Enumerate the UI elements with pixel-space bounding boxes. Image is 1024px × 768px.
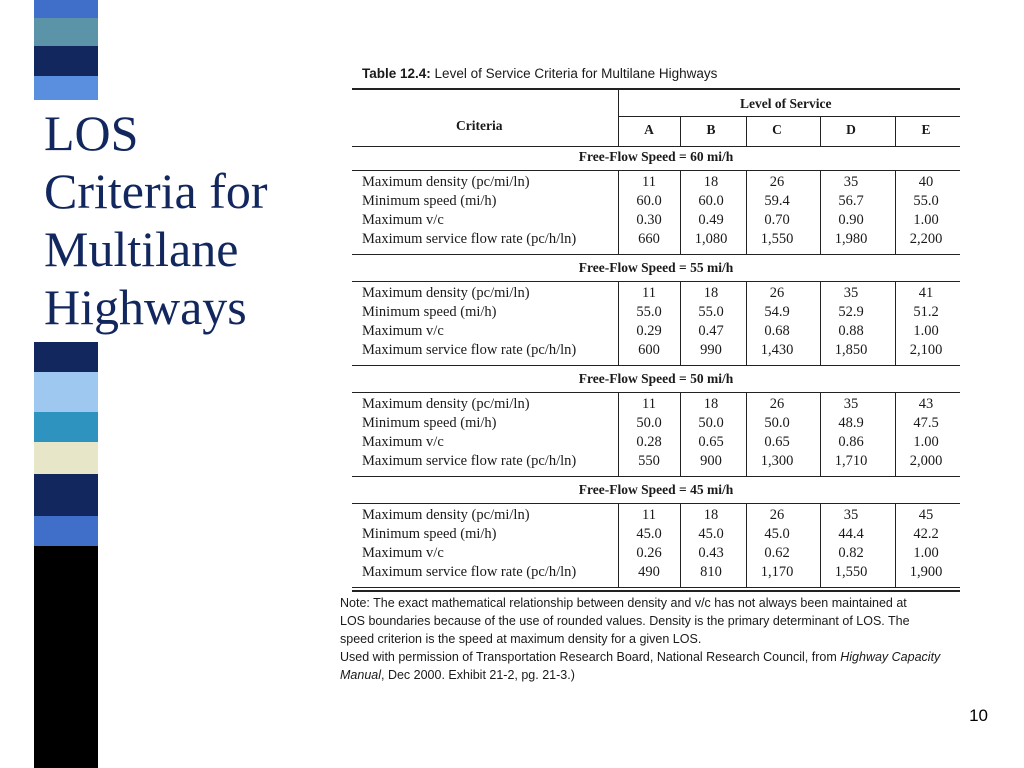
table-cell-value: 11 xyxy=(642,174,656,190)
table-cell-value: 35 xyxy=(843,507,859,523)
criteria-label: Maximum v/c xyxy=(362,323,444,339)
criteria-label: Maximum service flow rate (pc/h/ln) xyxy=(362,231,577,247)
table-cell-value: 55.0 xyxy=(636,304,662,320)
table-cell-value: 1,980 xyxy=(834,231,868,247)
source-line xyxy=(340,666,965,684)
note-line: LOS boundaries because of the use of rounded values. Density is the primary determinant of LOS. The xyxy=(340,614,910,628)
table-cell-value: 26 xyxy=(769,285,785,301)
table-cell-value: 990 xyxy=(700,342,722,358)
table-rule xyxy=(352,281,960,282)
table-cell-value: 0.62 xyxy=(764,545,790,561)
stripe-segment xyxy=(34,474,98,516)
table-cell-value: 18 xyxy=(703,174,719,190)
table-cell-value: 51.2 xyxy=(913,304,939,320)
table-cell-value: 26 xyxy=(769,396,785,412)
table-cell-value: 47.5 xyxy=(913,415,939,431)
table-cell-value: 50.0 xyxy=(764,415,790,431)
criteria-label: Maximum service flow rate (pc/h/ln) xyxy=(362,453,577,469)
stripe-segment xyxy=(34,516,98,546)
table-cell-value: 45 xyxy=(918,507,934,523)
table-cell-value: 810 xyxy=(700,564,722,580)
table-rule xyxy=(352,88,960,90)
table-caption xyxy=(362,66,717,81)
table-cell-value: 45.0 xyxy=(636,526,662,542)
table-cell-value: 2,100 xyxy=(909,342,943,358)
table-cell-value: 1,550 xyxy=(834,564,868,580)
table-cell-value: 43 xyxy=(918,396,934,412)
table-cell-value: 55.0 xyxy=(698,304,724,320)
table-rule xyxy=(680,116,681,146)
table-cell-value: 11 xyxy=(642,396,656,412)
criteria-header: Criteria xyxy=(456,118,503,133)
table-rule xyxy=(352,476,960,477)
note-line: Note: The exact mathematical relationship between density and v/c has not always been maintained at xyxy=(340,596,907,610)
table-cell-value: 0.65 xyxy=(764,434,790,450)
los-header: Level of Service xyxy=(740,96,832,111)
table-cell-value: 0.68 xyxy=(764,323,790,339)
table-cell-value: 0.65 xyxy=(698,434,724,450)
stripe-segment xyxy=(34,442,98,474)
table-cell-value: 0.30 xyxy=(636,212,662,228)
table-cell-value: 54.9 xyxy=(764,304,790,320)
table-rule xyxy=(352,365,960,366)
los-criteria-table xyxy=(340,62,965,687)
los-column-header: E xyxy=(921,122,931,137)
table-cell-value: 1,300 xyxy=(760,453,794,469)
criteria-label: Maximum density (pc/mi/ln) xyxy=(362,285,530,301)
table-cell-value: 0.47 xyxy=(698,323,724,339)
table-cell-value: 44.4 xyxy=(838,526,864,542)
table-cell-value: 11 xyxy=(642,507,656,523)
table-cell-value: 50.0 xyxy=(698,415,724,431)
table-cell-value: 18 xyxy=(703,396,719,412)
table-cell-value: 1,430 xyxy=(760,342,794,358)
source-line xyxy=(340,648,965,666)
table-cell-value: 0.29 xyxy=(636,323,662,339)
table-cell-value: 42.2 xyxy=(913,526,939,542)
table-rule xyxy=(352,392,960,393)
table-cell-value: 1,710 xyxy=(834,453,868,469)
source-title: Highway Capacity xyxy=(840,650,941,664)
table-note xyxy=(340,594,965,684)
title-line: Criteria for xyxy=(44,163,268,219)
table-cell-value: 0.43 xyxy=(698,545,724,561)
table-cell-value: 0.82 xyxy=(838,545,864,561)
table-cell-value: 490 xyxy=(638,564,660,580)
table-cell-value: 0.70 xyxy=(764,212,790,228)
criteria-label: Maximum density (pc/mi/ln) xyxy=(362,396,530,412)
stripe-segment xyxy=(34,372,98,412)
table-cell-value: 1.00 xyxy=(913,323,939,339)
table-cell-value: 600 xyxy=(638,342,660,358)
table-caption-text: Level of Service Criteria for Multilane Highways xyxy=(434,66,718,81)
table-cell-value: 26 xyxy=(769,507,785,523)
table-cell-value: 900 xyxy=(700,453,722,469)
table-cell-value: 50.0 xyxy=(636,415,662,431)
table-cell-value: 45.0 xyxy=(698,526,724,542)
table-cell-value: 550 xyxy=(638,453,660,469)
los-column-header: A xyxy=(644,122,654,137)
criteria-label: Maximum service flow rate (pc/h/ln) xyxy=(362,564,577,580)
table-cell-value: 0.90 xyxy=(838,212,864,228)
table-cell-value: 0.28 xyxy=(636,434,662,450)
table-rule xyxy=(352,146,960,147)
table-rule xyxy=(820,116,821,146)
table-cell-value: 59.4 xyxy=(764,193,790,209)
table-caption-label: Table 12.4: xyxy=(362,66,431,81)
table-cell-value: 1.00 xyxy=(913,212,939,228)
table-cell-value: 52.9 xyxy=(838,304,864,320)
table-rule xyxy=(352,587,960,588)
table-cell-value: 2,200 xyxy=(909,231,943,247)
table-rule xyxy=(895,116,896,146)
table-rule xyxy=(618,88,619,146)
stripe-segment xyxy=(34,546,98,768)
table-cell-value: 1,900 xyxy=(909,564,943,580)
table-rule xyxy=(746,116,747,146)
los-column-header: C xyxy=(772,122,782,137)
table-rule xyxy=(618,116,960,117)
criteria-label: Maximum v/c xyxy=(362,434,444,450)
free-flow-speed-label: Free-Flow Speed = 55 mi/h xyxy=(578,260,734,275)
table-cell-value: 48.9 xyxy=(838,415,864,431)
table-cell-value: 35 xyxy=(843,396,859,412)
source-title: Manual xyxy=(340,668,381,682)
table-cell-value: 1,080 xyxy=(694,231,728,247)
table-rule xyxy=(352,590,960,592)
los-column-header: D xyxy=(846,122,856,137)
criteria-label: Maximum density (pc/mi/ln) xyxy=(362,507,530,523)
table-cell-value: 1,550 xyxy=(760,231,794,247)
free-flow-speed-label: Free-Flow Speed = 60 mi/h xyxy=(578,149,734,164)
table-cell-value: 0.86 xyxy=(838,434,864,450)
table-cell-value: 26 xyxy=(769,174,785,190)
table-cell-value: 0.88 xyxy=(838,323,864,339)
table-cell-value: 35 xyxy=(843,285,859,301)
note-line: speed criterion is the speed at maximum density for a given LOS. xyxy=(340,632,702,646)
criteria-label: Maximum service flow rate (pc/h/ln) xyxy=(362,342,577,358)
stripe-segment xyxy=(34,46,98,76)
page-number: 10 xyxy=(969,706,988,725)
table-cell-value: 41 xyxy=(918,285,934,301)
stripe-segment xyxy=(34,0,98,18)
title-line: LOS xyxy=(44,105,139,161)
table-cell-value: 18 xyxy=(703,285,719,301)
table-cell-value: 1,170 xyxy=(760,564,794,580)
criteria-label: Minimum speed (mi/h) xyxy=(362,415,497,431)
table-cell-value: 55.0 xyxy=(913,193,939,209)
title-line: Multilane xyxy=(44,221,239,277)
table-rule xyxy=(352,254,960,255)
source-text: , Dec 2000. Exhibit 21-2, pg. 21-3.) xyxy=(381,668,575,682)
table-cell-value: 60.0 xyxy=(636,193,662,209)
title-line: Highways xyxy=(44,279,247,335)
slide-title xyxy=(34,100,334,342)
stripe-segment xyxy=(34,18,98,46)
criteria-label: Maximum v/c xyxy=(362,545,444,561)
stripe-segment xyxy=(34,412,98,442)
table-cell-value: 35 xyxy=(843,174,859,190)
table-cell-value: 1,850 xyxy=(834,342,868,358)
table-rule xyxy=(352,503,960,504)
table-cell-value: 18 xyxy=(703,507,719,523)
free-flow-speed-label: Free-Flow Speed = 45 mi/h xyxy=(578,482,734,497)
table-cell-value: 1.00 xyxy=(913,545,939,561)
table-rule xyxy=(352,170,960,171)
table-cell-value: 1.00 xyxy=(913,434,939,450)
criteria-label: Maximum v/c xyxy=(362,212,444,228)
table-cell-value: 40 xyxy=(918,174,934,190)
criteria-label: Minimum speed (mi/h) xyxy=(362,193,497,209)
table-cell-value: 60.0 xyxy=(698,193,724,209)
free-flow-speed-label: Free-Flow Speed = 50 mi/h xyxy=(578,371,734,386)
table-cell-value: 2,000 xyxy=(909,453,943,469)
los-column-header: B xyxy=(706,122,716,137)
source-text: Used with permission of Transportation Research Board, National Research Council, from xyxy=(340,650,837,664)
table-cell-value: 45.0 xyxy=(764,526,790,542)
criteria-label: Minimum speed (mi/h) xyxy=(362,526,497,542)
table-cell-value: 660 xyxy=(638,231,660,247)
table-cell-value: 56.7 xyxy=(838,193,864,209)
table-cell-value: 0.49 xyxy=(698,212,724,228)
criteria-label: Minimum speed (mi/h) xyxy=(362,304,497,320)
criteria-label: Maximum density (pc/mi/ln) xyxy=(362,174,530,190)
table-cell-value: 11 xyxy=(642,285,656,301)
table-cell-value: 0.26 xyxy=(636,545,662,561)
